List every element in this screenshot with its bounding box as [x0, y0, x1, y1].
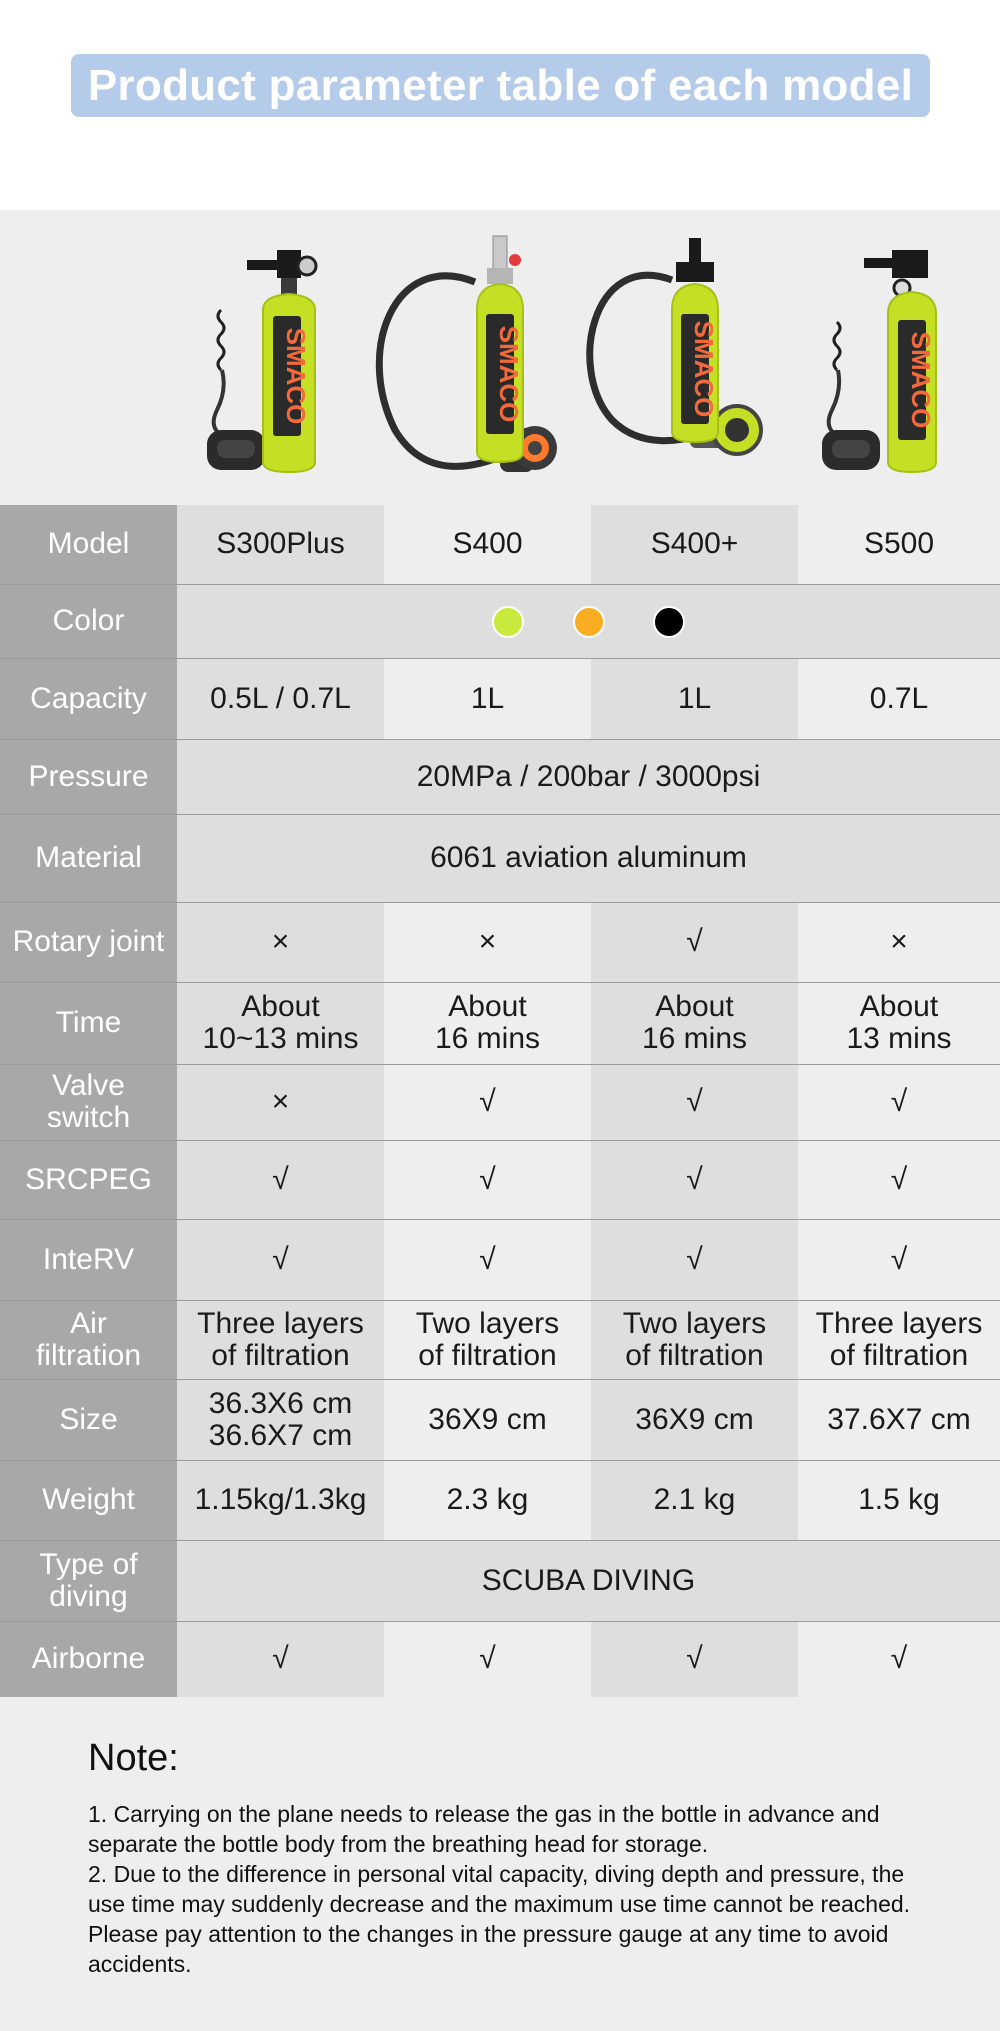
table-cell: √: [384, 1621, 591, 1697]
table-cell: 1.15kg/1.3kg: [177, 1460, 384, 1540]
table-cell: ×: [798, 902, 1000, 982]
row-label: SRCPEG: [0, 1140, 177, 1219]
table-row-valve-switch: [0, 1064, 1000, 1140]
product-image-s400plus: [572, 230, 780, 495]
product-logo-text: SMACO: [281, 327, 311, 425]
page-title: Product parameter table of each model: [71, 54, 930, 117]
table-cell: √: [798, 1140, 1000, 1219]
note-body: [88, 1799, 918, 1979]
table-cell-span: 6061 aviation aluminum: [177, 814, 1000, 902]
table-cell: √: [384, 1064, 591, 1140]
table-row-air-filtration: [0, 1300, 1000, 1379]
product-image-s500: [792, 230, 1000, 495]
table-row-weight: [0, 1460, 1000, 1540]
table-cell: √: [384, 1140, 591, 1219]
table-cell: √: [591, 1064, 798, 1140]
spec-table: [0, 505, 1000, 1697]
table-cell: ×: [384, 902, 591, 982]
table-cell: √: [798, 1621, 1000, 1697]
row-label: Type of diving: [0, 1540, 177, 1621]
table-cell-span: SCUBA DIVING: [177, 1540, 1000, 1621]
product-logo-text: SMACO: [494, 325, 524, 423]
table-cell: √: [177, 1140, 384, 1219]
table-cell: √: [591, 1140, 798, 1219]
table-row-model: [0, 505, 1000, 584]
table-row-size: [0, 1379, 1000, 1460]
table-cell: √: [798, 1219, 1000, 1300]
color-swatch-orange: [573, 606, 605, 638]
note-section: [0, 1697, 1000, 2031]
table-cell: √: [591, 902, 798, 982]
table-row-pressure: [0, 739, 1000, 814]
table-cell: S300Plus: [177, 505, 384, 584]
table-row-airborne: [0, 1621, 1000, 1697]
table-cell: Two layers of filtration: [384, 1300, 591, 1379]
table-cell: √: [384, 1219, 591, 1300]
row-label: Model: [0, 505, 177, 584]
color-swatch-black: [653, 606, 685, 638]
table-cell: √: [591, 1219, 798, 1300]
table-cell: √: [177, 1219, 384, 1300]
table-cell: About 16 mins: [384, 982, 591, 1064]
row-label: Capacity: [0, 658, 177, 739]
table-row-color: [0, 584, 1000, 658]
color-swatches: [177, 584, 1000, 658]
row-label: InteRV: [0, 1219, 177, 1300]
table-cell: About 13 mins: [798, 982, 1000, 1064]
table-cell: S500: [798, 505, 1000, 584]
row-label: Pressure: [0, 739, 177, 814]
product-images-row: [0, 210, 1000, 505]
product-image-s300plus: [177, 230, 385, 495]
table-cell: Three layers of filtration: [798, 1300, 1000, 1379]
product-image-s400: [365, 230, 573, 495]
color-swatch-green: [492, 606, 524, 638]
product-logo-text: SMACO: [906, 331, 936, 429]
table-row-type-of-diving: [0, 1540, 1000, 1621]
table-cell: √: [798, 1064, 1000, 1140]
row-label: Valve switch: [0, 1064, 177, 1140]
table-row-capacity: [0, 658, 1000, 739]
table-row-interv: [0, 1219, 1000, 1300]
table-cell: 36.3X6 cm 36.6X7 cm: [177, 1379, 384, 1460]
table-cell: S400+: [591, 505, 798, 584]
row-label: Material: [0, 814, 177, 902]
table-cell: 2.3 kg: [384, 1460, 591, 1540]
table-cell: S400: [384, 505, 591, 584]
table-cell: 37.6X7 cm: [798, 1379, 1000, 1460]
row-label: Color: [0, 584, 177, 658]
table-cell: 36X9 cm: [384, 1379, 591, 1460]
table-cell: About 16 mins: [591, 982, 798, 1064]
table-cell: 2.1 kg: [591, 1460, 798, 1540]
row-label: Air filtration: [0, 1300, 177, 1379]
table-row-srcpeg: [0, 1140, 1000, 1219]
row-label: Weight: [0, 1460, 177, 1540]
note-paragraph: 1. Carrying on the plane needs to release the gas in the bottle in advance and separate the bottle body from the breathing head for storage.: [88, 1801, 880, 1857]
table-cell: 36X9 cm: [591, 1379, 798, 1460]
table-row-time: [0, 982, 1000, 1064]
row-label: Airborne: [0, 1621, 177, 1697]
table-cell: Three layers of filtration: [177, 1300, 384, 1379]
table-cell: 0.5L / 0.7L: [177, 658, 384, 739]
note-title: Note:: [88, 1737, 179, 1779]
table-cell: √: [591, 1621, 798, 1697]
table-cell-span: 20MPa / 200bar / 3000psi: [177, 739, 1000, 814]
row-label: Rotary joint: [0, 902, 177, 982]
table-cell: 1L: [384, 658, 591, 739]
row-label: Size: [0, 1379, 177, 1460]
table-row-material: [0, 814, 1000, 902]
table-cell: 1.5 kg: [798, 1460, 1000, 1540]
product-logo-text: SMACO: [689, 320, 719, 418]
table-cell: Two layers of filtration: [591, 1300, 798, 1379]
table-cell: About 10~13 mins: [177, 982, 384, 1064]
note-paragraph: 2. Due to the difference in personal vital capacity, diving depth and pressure, the use time may suddenly decrease and the maximum use time cannot be reached. Please pay attention to the changes in the pressure gauge at any time to avoid accidents.: [88, 1861, 911, 1977]
table-cell: 0.7L: [798, 658, 1000, 739]
table-row-rotary-joint: [0, 902, 1000, 982]
table-cell: √: [177, 1621, 384, 1697]
row-label: Time: [0, 982, 177, 1064]
table-cell: ×: [177, 902, 384, 982]
table-cell: 1L: [591, 658, 798, 739]
table-cell: ×: [177, 1064, 384, 1140]
